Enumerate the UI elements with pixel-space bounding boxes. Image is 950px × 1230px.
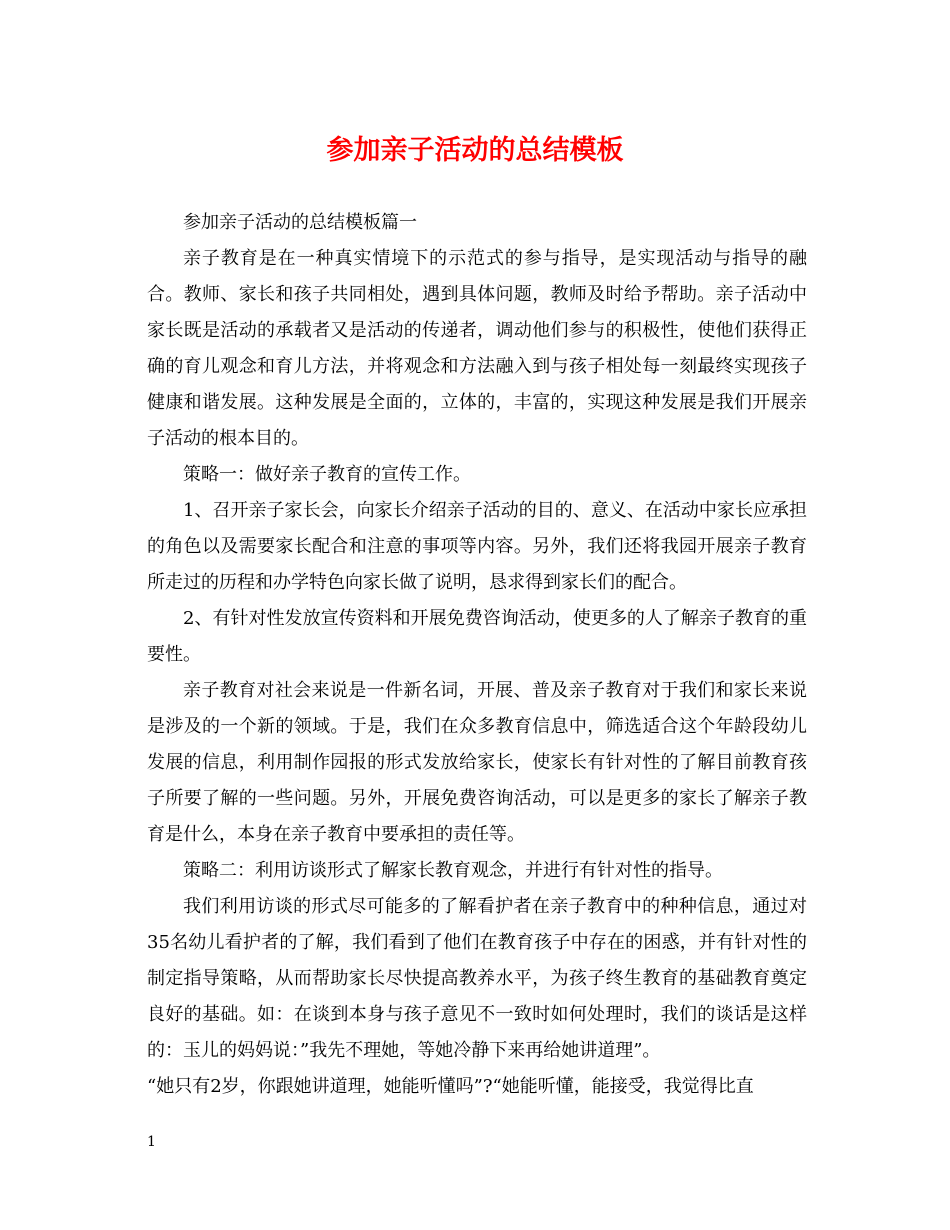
document-body — [147, 205, 807, 1105]
strategy-heading: 策略二：利用访谈形式了解家长教育观念，并进行有针对性的指导。 — [183, 860, 723, 881]
paragraph: 2、有针对性发放宣传资料和开展免费咨询活动，使更多的人了解亲子教育的重要性。 — [147, 608, 807, 665]
paragraph: 我们利用访谈的形式尽可能多的了解看护者在亲子教育中的种种信息，通过对35名幼儿看护者的了解，我们看到了他们在教育孩子中存在的困惑，并有针对性的制定指导策略，从而帮助家长尽快提高教养水平，为孩子终生教育的基础教育奠定良好的基础。如：在谈到本身与孩子意见不一致时如何处理时，我们的谈话是这样的：玉儿的妈妈说：”我先不理她，等她冷静下来再给她讲道理”。 — [147, 896, 807, 1061]
paragraph: 亲子教育对社会来说是一件新名词，开展、普及亲子教育对于我们和家长来说是涉及的一个新的领域。于是，我们在众多教育信息中，筛选适合这个年龄段幼儿发展的信息，利用制作园报的形式发放给家长，使家长有针对性的了解目前教育孩子所要了解的一些问题。另外，开展免费咨询活动，可以是更多的家长了解亲子教育是什么，本身在亲子教育中要承担的责任等。 — [147, 680, 807, 845]
paragraph: “她只有2岁，你跟她讲道理，她能听懂吗”?“她能听懂，能接受，我觉得比直 — [147, 1076, 754, 1097]
document-title: 参加亲子活动的总结模板 — [326, 135, 624, 166]
strategy-heading: 策略一：做好亲子教育的宣传工作。 — [183, 464, 471, 485]
paragraph: 亲子教育是在一种真实情境下的示范式的参与指导，是实现活动与指导的融合。教师、家长和孩子共同相处，遇到具体问题，教师及时给予帮助。亲子活动中家长既是活动的承载者又是活动的传递者，调动他们参与的积极性，使他们获得正确的育儿观念和育儿方法，并将观念和方法融入到与孩子相处每一刻最终实现孩子健康和谐发展。这种发展是全面的，立体的，丰富的，实现这种发展是我们开展亲子活动的根本目的。 — [147, 248, 807, 449]
page-number: 1 — [147, 1134, 156, 1150]
section-heading: 参加亲子活动的总结模板篇一 — [183, 212, 417, 233]
paragraph: 1、召开亲子家长会，向家长介绍亲子活动的目的、意义、在活动中家长应承担的角色以及需要家长配合和注意的事项等内容。另外，我们还将我园开展亲子教育所走过的历程和办学特色向家长做了说明，恳求得到家长们的配合。 — [147, 500, 807, 593]
